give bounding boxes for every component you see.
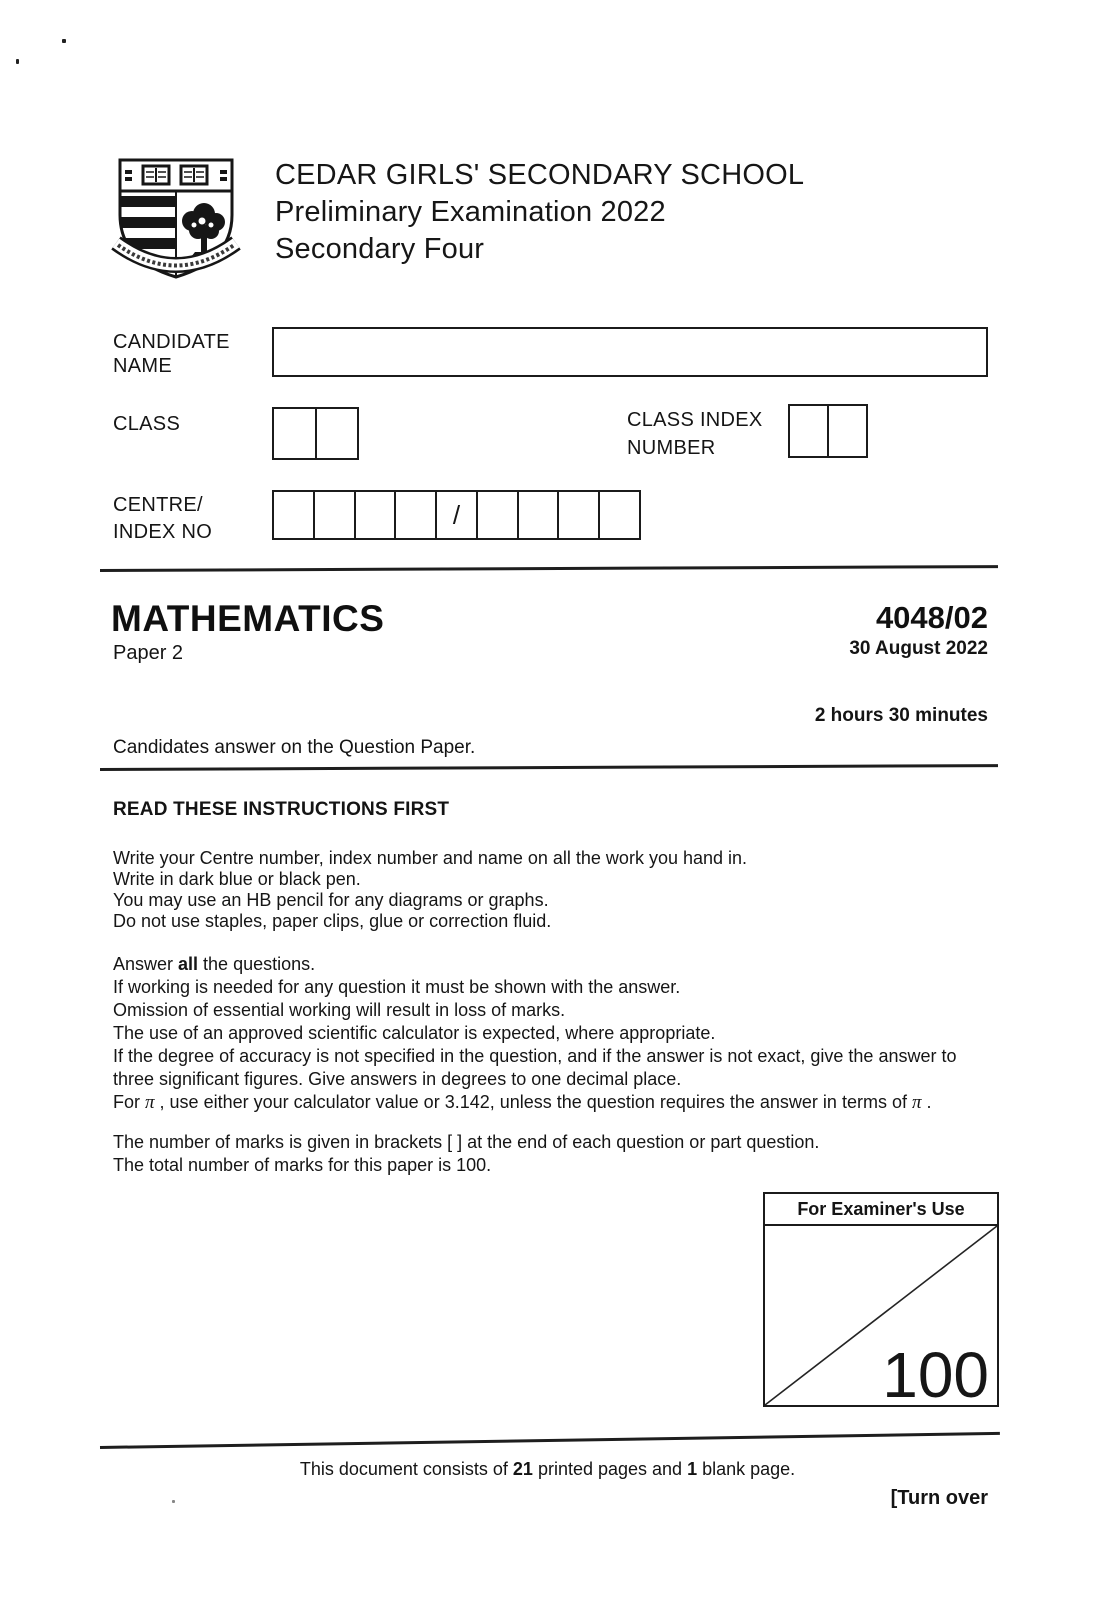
class-index-label: CLASS INDEX NUMBER <box>627 409 763 459</box>
horizontal-rule <box>100 565 998 572</box>
horizontal-rule <box>100 1432 1000 1449</box>
class-label: CLASS <box>113 413 181 435</box>
instructions-para3 <box>113 1131 819 1177</box>
instruction-line: Write in dark blue or black pen. <box>113 869 361 889</box>
instruction-line: Do not use staples, paper clips, glue or correction fluid. <box>113 911 552 931</box>
instruction-line: three significant figures. Give answers in degrees to one decimal place. <box>113 1069 682 1089</box>
class-cell[interactable] <box>315 409 358 458</box>
instructions-heading: READ THESE INSTRUCTIONS FIRST <box>113 799 450 820</box>
instruction-line: If the degree of accuracy is not specified in the question, and if the answer is not exact, give the answer to <box>113 1046 957 1066</box>
level-title: Secondary Four <box>275 233 485 265</box>
paper-number: Paper 2 <box>113 642 184 664</box>
centre-cell[interactable] <box>517 492 558 538</box>
centre-cell[interactable] <box>598 492 639 538</box>
exam-title: Preliminary Examination 2022 <box>275 196 666 228</box>
examiner-use-box <box>763 1192 999 1411</box>
scan-speck <box>62 39 66 43</box>
paper-code: 4048/02 <box>875 600 988 635</box>
class-index-cell[interactable] <box>790 406 827 456</box>
centre-slash-cell[interactable] <box>435 492 476 538</box>
instructions-para1 <box>113 848 747 932</box>
exam-date: 30 August 2022 <box>849 638 988 659</box>
centre-cell[interactable] <box>476 492 517 538</box>
subject-title: MATHEMATICS <box>111 598 385 639</box>
instruction-line: If working is needed for any question it must be shown with the answer. <box>113 977 681 997</box>
scan-speck <box>16 59 19 64</box>
instruction-line: The use of an approved scientific calculator is expected, where appropriate. <box>113 1023 716 1043</box>
class-cell[interactable] <box>274 409 315 458</box>
instruction-line: Omission of essential working will result in loss of marks. <box>113 1000 566 1020</box>
instructions-para2 <box>113 953 957 1114</box>
turn-over-note: [Turn over <box>890 1487 988 1509</box>
slash-separator: / <box>452 499 461 530</box>
centre-index-label: CENTRE/ INDEX NO <box>113 494 213 543</box>
pi-symbol: π <box>911 1092 922 1113</box>
document-note: This document consists of 21 printed pages and 1 blank page. <box>299 1459 796 1479</box>
centre-cell[interactable] <box>394 492 435 538</box>
class-input[interactable] <box>272 407 359 460</box>
centre-cell[interactable] <box>354 492 395 538</box>
candidate-name-label: CANDIDATE NAME <box>113 331 230 377</box>
school-crest-icon <box>110 155 242 293</box>
instruction-line: Write your Centre number, index number and name on all the work you hand in. <box>113 848 748 868</box>
class-index-input[interactable] <box>788 404 868 458</box>
instruction-line: Answer all the questions. <box>113 954 316 974</box>
school-header <box>275 157 804 268</box>
candidate-name-input[interactable] <box>272 327 988 377</box>
instruction-line: The total number of marks for this paper is 100. <box>113 1155 492 1175</box>
scan-speck <box>172 1500 175 1503</box>
instruction-line: You may use an HB pencil for any diagrams or graphs. <box>113 890 549 910</box>
examiner-box-title: For Examiner's Use <box>765 1194 997 1226</box>
horizontal-rule <box>100 764 998 771</box>
centre-cell[interactable] <box>274 492 313 538</box>
centre-cell[interactable] <box>557 492 598 538</box>
instruction-line: For π , use either your calculator value or 3.142, unless the question requires the answer in terms of π . <box>113 1092 932 1113</box>
examiner-box-body <box>765 1226 997 1411</box>
instruction-line: The number of marks is given in brackets [ ] at the end of each question or part question. <box>113 1132 820 1152</box>
class-index-cell[interactable] <box>827 406 866 456</box>
centre-index-input[interactable] <box>272 490 641 540</box>
total-marks: 100 <box>882 1339 989 1411</box>
centre-cell[interactable] <box>313 492 354 538</box>
school-name: CEDAR GIRLS' SECONDARY SCHOOL <box>275 159 805 191</box>
exam-duration: 2 hours 30 minutes <box>814 705 988 726</box>
answer-note: Candidates answer on the Question Paper. <box>113 737 476 758</box>
pi-symbol: π <box>145 1092 155 1113</box>
